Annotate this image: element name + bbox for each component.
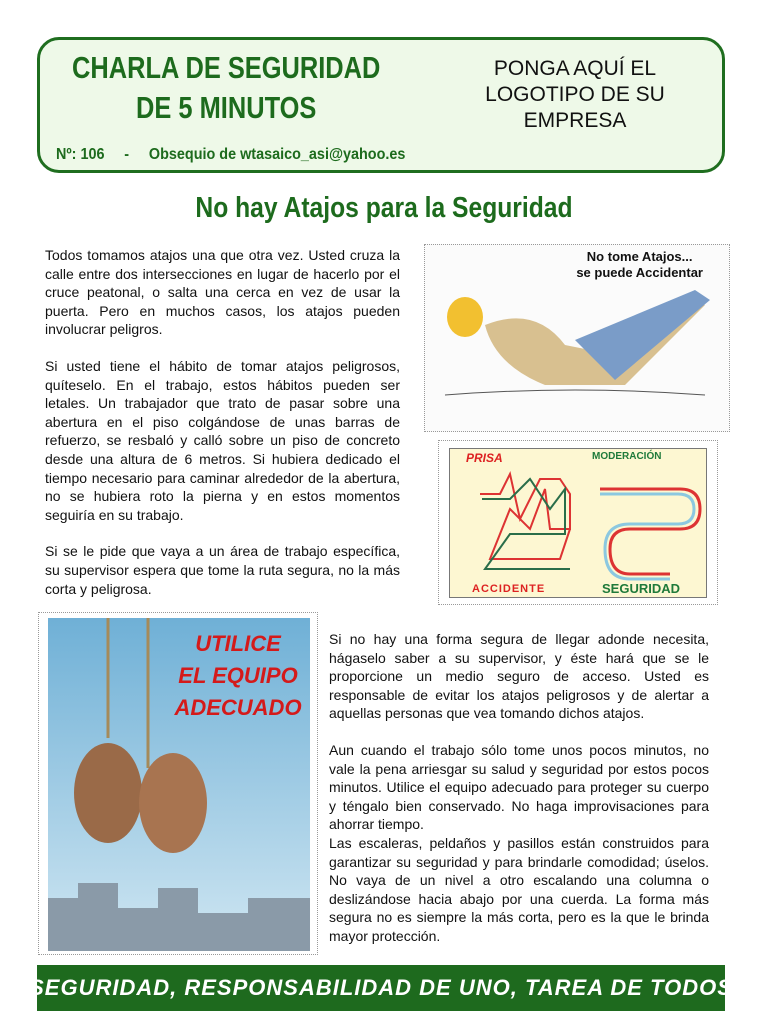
logo-placeholder: [460, 56, 690, 134]
title-line-1: CHARLA DE SEGURIDAD: [72, 50, 381, 85]
logo-line: LOGOTIPO DE SU: [485, 83, 665, 106]
prisa-label: PRISA: [466, 451, 503, 465]
issue-line: [56, 146, 425, 164]
paragraph: Si usted tiene el hábito de tomar atajos peligrosos, quíteselo. En el trabajo, estos hábitos pueden ser letales. Un trabajador que trato de pasar sobre una abertura en el piso colgándose de unas barras de refuerzo, se resbaló y calló sobre un piso de concreto desde una altura de 6 metros. Si hubiera dedicado el tiempo necesario para caminar alrededor de la abertura, no se hubiera roto la pierna y en estos momentos seguiría en su trabajo.: [45, 357, 400, 523]
paragraph: Todos tomamos atajos una que otra vez. Usted cruza la calle entre dos intersecciones en lugar de hacerlo por el cruce peatonal, o salta una cerca en vez de usar la puerta. Pero en muchos casos, los atajos pueden involucrar peligros.: [45, 247, 400, 338]
caption-line: No tome Atajos...: [586, 249, 693, 264]
moderacion-label: MODERACIÓN: [592, 451, 662, 462]
boots-image: [38, 612, 318, 955]
separator: -: [124, 146, 130, 163]
title-line-2: DE 5 MINUTOS: [136, 90, 317, 125]
credit: Obsequio de wtasaico_asi@yahoo.es: [148, 146, 406, 163]
footer-banner: SEGURIDAD, RESPONSABILIDAD DE UNO, TAREA DE TODOS: [37, 965, 725, 1011]
caption-line: EL EQUIPO: [178, 663, 298, 688]
right-column: [329, 630, 709, 964]
paragraph: Si no hay una forma segura de llegar adonde necesita, hágaselo saber a su supervisor, y éste hará que se le proporcione un medio seguro de acceso. Usted es responsable de evitar los atajos peligrosos y de alertar a aquellas personas que vea tomando dichos atajos.: [329, 631, 709, 722]
paragraph: Aun cuando el trabajo sólo tome unos pocos minutos, no vale la pena arriesgar su salud y seguridad por estos pocos minutos. Utilice el equipo adecuado para proteger su cuerpo y téngalo bien conservado. No haga improvisaciones para ahorrar tiempo.: [329, 741, 709, 833]
paths-image: [438, 440, 718, 605]
logo-line: PONGA AQUÍ EL: [493, 57, 657, 80]
caption-line: se puede Accidentar: [576, 265, 703, 280]
accidente-label: ACCIDENTE: [472, 583, 546, 595]
paths-illustration: [450, 449, 708, 599]
boots-caption: [170, 628, 306, 724]
fall-caption: [576, 249, 703, 281]
seguridad-label: SEGURIDAD: [602, 581, 681, 596]
falling-worker-image: [424, 244, 730, 432]
paragraph: Las escaleras, peldaños y pasillos están construidos para garantizar su seguridad y para brindarle comodidad; úselos. No vaya de un nivel a otro escalando una columna o deslizándose hacia abajo por una cuerda. La forma más segura no es siempre la más corta, pero es la que le brinda mayor protección.: [329, 834, 709, 944]
issue-number: Nº: 106: [56, 146, 105, 163]
header-title: [54, 48, 398, 128]
left-column: [45, 246, 400, 616]
caption-line: UTILICE: [195, 631, 281, 656]
paragraph: Si se le pide que vaya a un área de trabajo específica, su supervisor espera que tome la ruta segura, no la más corta y peligrosa.: [45, 543, 400, 597]
caption-line: ADECUADO: [174, 695, 302, 720]
page-title: No hay Atajos para la Seguridad: [195, 192, 573, 224]
header-box: [37, 37, 725, 173]
logo-line: EMPRESA: [523, 109, 627, 132]
